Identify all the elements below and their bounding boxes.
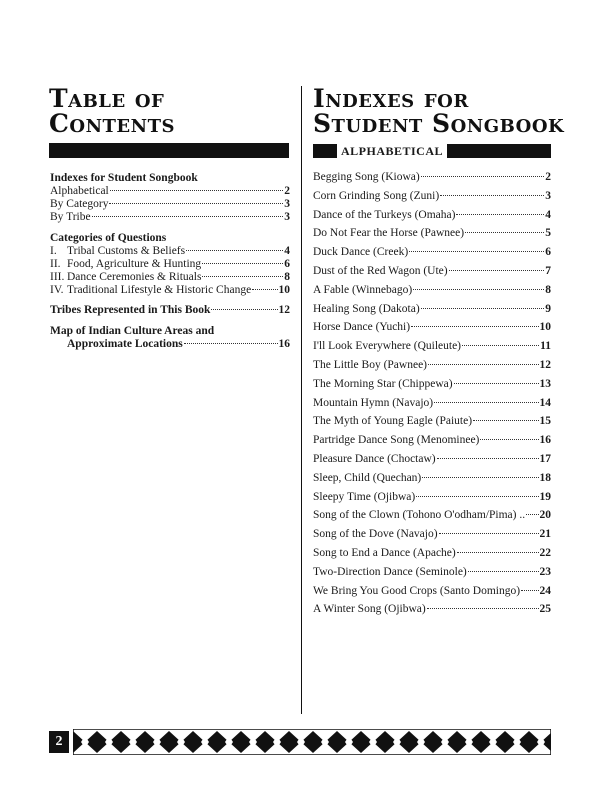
song-page: 4 — [545, 208, 551, 221]
leader-dots — [468, 571, 539, 572]
song-title: The Little Boy (Pawnee) — [313, 358, 428, 371]
toc-entry-page: 3 — [284, 198, 290, 210]
song-title: Partridge Dance Song (Menominee) — [313, 434, 480, 447]
song-page: 2 — [545, 171, 551, 183]
leader-dots — [437, 458, 539, 459]
song-title: Mountain Hymn (Navajo) — [313, 396, 434, 409]
song-title: Duck Dance (Creek) — [313, 246, 409, 259]
toc-entry-text: Traditional Lifestyle & Historic Change — [67, 284, 252, 296]
song-index-entry[interactable] — [313, 359, 551, 378]
song-title: Sleepy Time (Ojibwa) — [313, 490, 416, 503]
leader-dots — [521, 590, 538, 591]
leader-dots — [184, 343, 278, 344]
leader-dots — [454, 383, 539, 384]
leader-dots — [449, 270, 545, 271]
song-page: 8 — [545, 283, 551, 296]
song-page: 3 — [545, 189, 551, 202]
song-index-entry[interactable] — [313, 397, 551, 416]
indexes-title — [313, 86, 564, 136]
song-index-entry[interactable] — [313, 378, 551, 397]
song-page: 16 — [539, 434, 551, 447]
song-index-entry[interactable] — [313, 585, 551, 604]
toc-entry[interactable] — [50, 245, 290, 258]
song-index-entry[interactable] — [313, 246, 551, 265]
leader-dots — [428, 364, 538, 365]
table-of-contents — [50, 171, 290, 351]
toc-entry-number: IV. — [50, 284, 64, 296]
toc-entry-text: Food, Agriculture & Hunting — [67, 258, 202, 270]
song-title: We Bring You Good Crops (Santo Domingo) — [313, 584, 521, 597]
song-index-entry[interactable] — [313, 603, 551, 622]
song-page: 17 — [539, 452, 551, 465]
song-title: Song to End a Dance (Apache) — [313, 546, 456, 559]
toc-entry-tribes[interactable] — [50, 304, 290, 317]
toc-entry-text: Dance Ceremonies & Rituals — [67, 271, 202, 283]
song-index-entry[interactable] — [313, 566, 551, 585]
song-index-entry[interactable] — [313, 491, 551, 510]
leader-dots — [202, 263, 283, 264]
song-page: 9 — [545, 302, 551, 315]
toc-entry-page: 2 — [284, 185, 290, 197]
decorative-border-pattern — [73, 729, 551, 755]
song-index-entry[interactable] — [313, 284, 551, 303]
song-index-entry[interactable] — [313, 265, 551, 284]
song-index-entry[interactable] — [313, 227, 551, 246]
toc-entry-text: Tribes Represented in This Book — [50, 304, 211, 316]
song-title: A Fable (Winnebago) — [313, 283, 413, 296]
toc-entry[interactable] — [50, 271, 290, 284]
song-title: Healing Song (Dakota) — [313, 302, 420, 315]
toc-entry-text: Alphabetical — [50, 185, 109, 197]
toc-title-line2: Contents — [49, 109, 175, 138]
toc-entry-text: Approximate Locations — [67, 338, 183, 350]
song-page: 5 — [545, 227, 551, 240]
song-title: Begging Song (Kiowa) — [313, 171, 420, 183]
leader-dots — [422, 477, 538, 478]
song-title: Sleep, Child (Quechan) — [313, 471, 422, 484]
toc-entry-page: 16 — [278, 338, 290, 350]
song-index-entry[interactable] — [313, 209, 551, 228]
song-page: 18 — [539, 471, 551, 484]
song-index-entry[interactable] — [313, 472, 551, 491]
song-page: 10 — [539, 321, 551, 334]
song-page: 24 — [539, 584, 551, 597]
song-index-entry[interactable] — [313, 190, 551, 209]
song-title: Do Not Fear the Horse (Pawnee) — [313, 227, 465, 240]
toc-entry-map[interactable] — [50, 338, 290, 351]
leader-dots — [457, 552, 539, 553]
song-index-entry[interactable] — [313, 171, 551, 190]
leader-dots — [427, 608, 539, 609]
left-header-bar — [49, 143, 289, 158]
song-index-entry[interactable] — [313, 321, 551, 340]
toc-entry-text: By Tribe — [50, 211, 91, 223]
leader-dots — [186, 250, 283, 251]
leader-dots — [409, 251, 544, 252]
song-index-entry[interactable] — [313, 509, 551, 528]
toc-entry-page: 12 — [278, 304, 290, 316]
song-page: 20 — [539, 509, 551, 522]
song-page: 21 — [539, 528, 551, 541]
leader-dots — [416, 496, 538, 497]
song-page: 14 — [539, 396, 551, 409]
toc-entry-number: I. — [50, 245, 57, 257]
song-title: Two-Direction Dance (Seminole) — [313, 565, 467, 578]
song-title: I'll Look Everywhere (Quileute) — [313, 340, 462, 353]
toc-entry-map-line1[interactable]: Map of Indian Culture Areas and — [50, 325, 215, 337]
song-page: 6 — [545, 246, 551, 259]
toc-entry-number: II. — [50, 258, 61, 270]
leader-dots — [465, 232, 544, 233]
leader-dots — [109, 203, 283, 204]
leader-dots — [480, 439, 538, 440]
section-heading: Indexes for Student Songbook — [50, 172, 198, 184]
leader-dots — [462, 345, 539, 346]
toc-entry-text: By Category — [50, 198, 109, 210]
song-page: 19 — [539, 490, 551, 503]
leader-dots — [413, 289, 544, 290]
indexes-title-line2: Student Songbook — [313, 109, 565, 138]
section-heading: Categories of Questions — [50, 232, 167, 244]
song-title: The Morning Star (Chippewa) — [313, 377, 453, 390]
song-page: 25 — [539, 603, 551, 616]
song-index-entry[interactable] — [313, 415, 551, 434]
toc-entry-page: 6 — [284, 258, 290, 270]
toc-entry-number: III. — [50, 271, 65, 283]
toc-entry-text: Tribal Customs & Beliefs — [67, 245, 186, 257]
toc-entry[interactable] — [50, 185, 290, 198]
song-title: A Winter Song (Ojibwa) — [313, 603, 426, 616]
leader-dots — [110, 190, 283, 191]
toc-entry[interactable] — [50, 258, 290, 271]
leader-dots — [456, 214, 544, 215]
song-title: Song of the Dove (Navajo) — [313, 528, 438, 541]
toc-entry[interactable] — [50, 198, 290, 211]
song-index-entry[interactable] — [313, 303, 551, 322]
alphabetical-label: ALPHABETICAL — [337, 144, 447, 158]
toc-title — [49, 86, 175, 136]
song-page: 13 — [539, 377, 551, 390]
song-index-entry[interactable] — [313, 528, 551, 547]
indexes-title-line1: Indexes for — [313, 84, 469, 113]
song-title: Pleasure Dance (Choctaw) — [313, 452, 436, 465]
toc-entry-page: 10 — [278, 284, 290, 296]
leader-dots — [440, 195, 544, 196]
song-page: 15 — [539, 415, 551, 428]
song-title: Horse Dance (Yuchi) — [313, 321, 411, 334]
leader-dots — [526, 514, 538, 515]
song-title: Song of the Clown (Tohono O'odham/Pima) .. — [313, 509, 526, 522]
alphabetical-song-index — [313, 171, 551, 622]
leader-dots — [421, 308, 545, 309]
song-page: 7 — [545, 264, 551, 277]
song-page: 12 — [539, 358, 551, 371]
song-title: Dust of the Red Wagon (Ute) — [313, 264, 448, 277]
song-index-entry[interactable] — [313, 453, 551, 472]
leader-dots — [439, 533, 539, 534]
toc-entry-page: 3 — [284, 211, 290, 223]
song-index-entry[interactable] — [313, 547, 551, 566]
song-index-entry[interactable] — [313, 434, 551, 453]
leader-dots — [411, 326, 538, 327]
song-title: Corn Grinding Song (Zuni) — [313, 189, 440, 202]
song-page: 11 — [540, 340, 551, 353]
song-page: 23 — [539, 565, 551, 578]
leader-dots — [473, 420, 538, 421]
leader-dots — [421, 176, 545, 177]
leader-dots — [434, 402, 538, 403]
song-title: Dance of the Turkeys (Omaha) — [313, 208, 456, 221]
leader-dots — [92, 216, 284, 217]
toc-entry-page: 4 — [284, 245, 290, 257]
column-divider — [301, 86, 302, 714]
toc-entry-page: 8 — [284, 271, 290, 283]
page-number: 2 — [49, 731, 69, 753]
leader-dots — [252, 289, 277, 290]
leader-dots — [211, 309, 277, 310]
toc-entry[interactable] — [50, 284, 290, 297]
toc-title-line1: Table of — [49, 84, 165, 113]
leader-dots — [202, 276, 283, 277]
toc-entry[interactable] — [50, 211, 290, 224]
song-title: The Myth of Young Eagle (Paiute) — [313, 415, 473, 428]
song-page: 22 — [539, 546, 551, 559]
song-index-entry[interactable] — [313, 340, 551, 359]
